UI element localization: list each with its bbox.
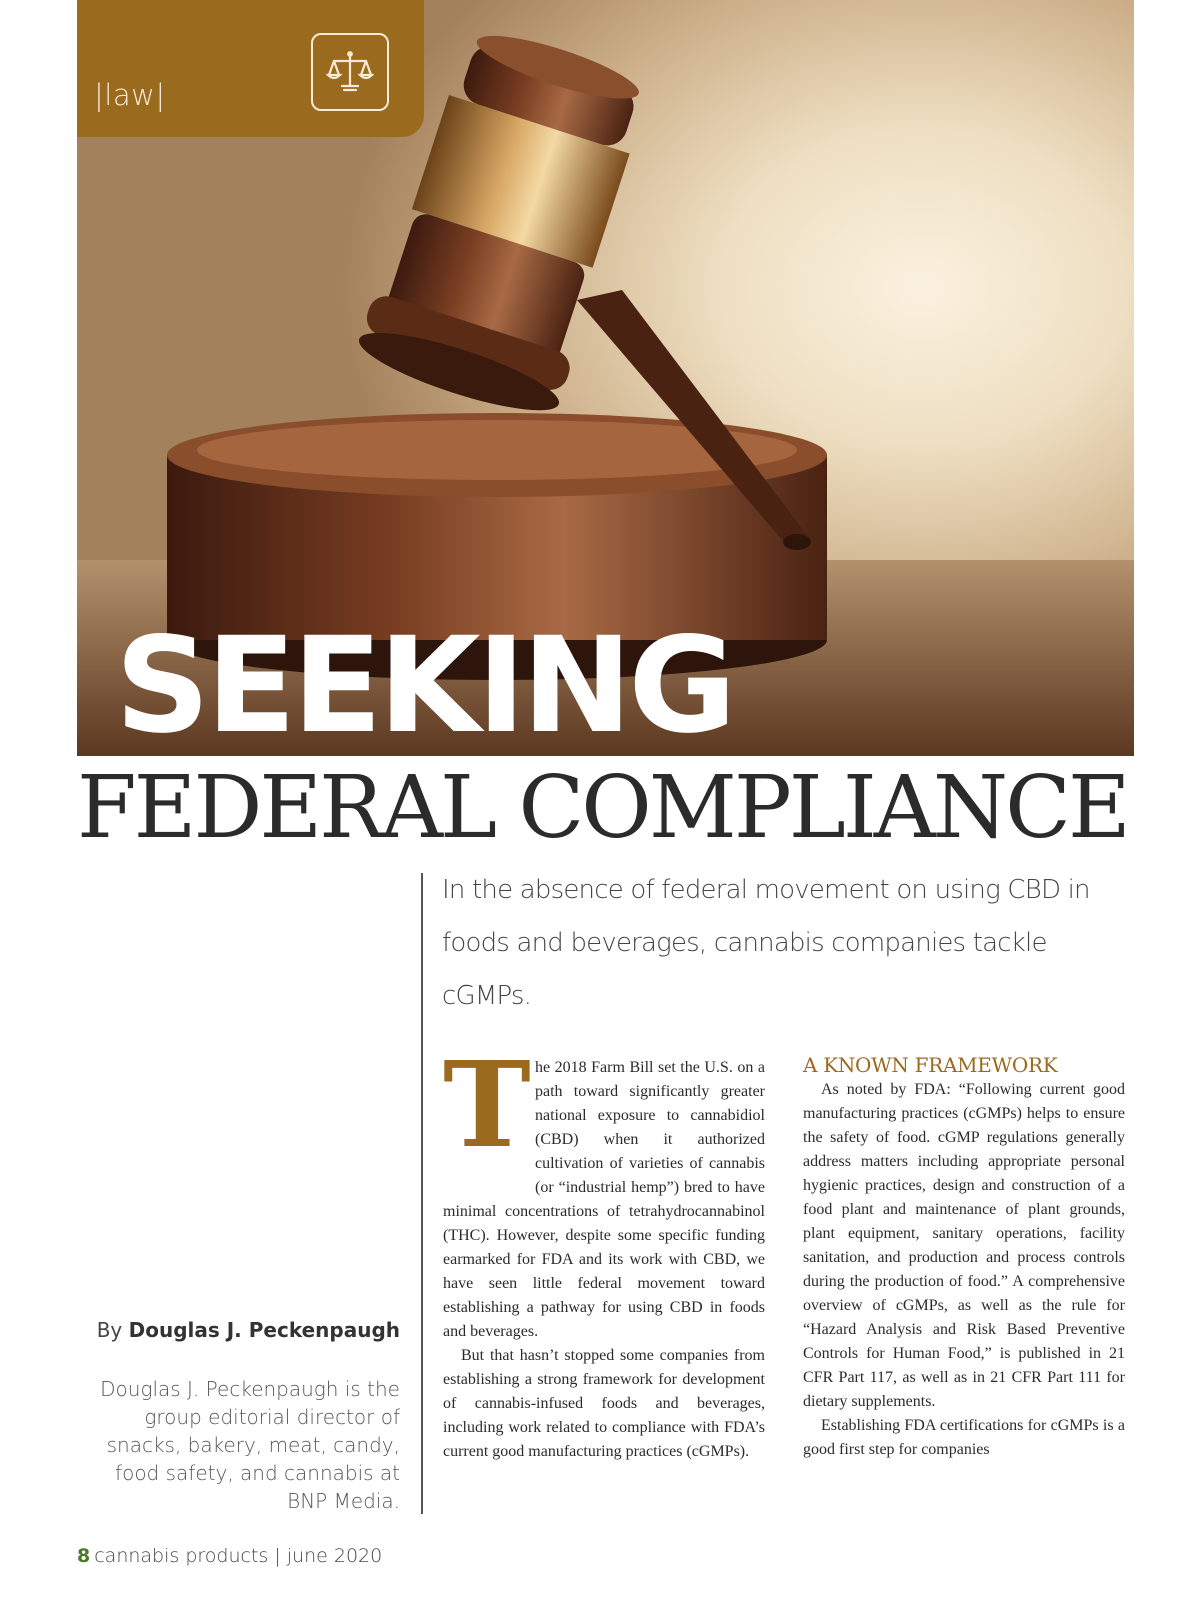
page-number: 8 — [77, 1545, 91, 1567]
scales-of-justice-icon — [311, 33, 389, 111]
byline-author: Douglas J. Peckenpaugh — [128, 1318, 400, 1342]
headline-line-1: SEEKING — [115, 609, 733, 763]
byline-prefix: By — [96, 1318, 123, 1342]
body-paragraph: Establishing FDA certifications for cGMPs is a good first step for companies — [803, 1417, 1125, 1458]
section-label: |law| — [94, 78, 166, 112]
body-paragraph: But that hasn’t stopped some companies from establishing a strong framework for development of cannabis-infused foods and beverages, including work related to compliance with FDA’s current good manufacturing practices (cGMPs). — [443, 1347, 765, 1460]
body-paragraph — [443, 1035, 765, 1344]
publication-info: cannabis products | june 2020 — [94, 1545, 383, 1567]
byline — [80, 1318, 400, 1342]
deck-subtitle: In the absence of federal movement on using CBD in foods and beverages, cannabis companies tackle cGMPs. — [442, 875, 1090, 1011]
paragraph-1-text: he 2018 Farm Bill set the U.S. on a path toward significantly greater national exposure to cannabidiol (CBD) when it authorized cultivation of varieties of cannabis (or “industrial hemp”) bred to have minimal concentrations of tetrahydrocannabinol (THC). However, despite some specific funding earmarked for FDA and its work with CBD, we have seen little federal movement toward establishing a pathway for using CBD in foods and beverages. — [443, 1059, 765, 1340]
page-footer — [77, 1545, 382, 1567]
column-divider — [421, 873, 423, 1514]
headline-line-2: FEDERAL COMPLIANCE — [77, 758, 1128, 858]
author-bio: Douglas J. Peckenpaugh is the group editorial director of snacks, bakery, meat, candy, food safety, and cannabis at BNP Media. — [100, 1377, 400, 1513]
body-column-1 — [443, 1035, 765, 1464]
body-column-2 — [803, 1053, 1125, 1462]
subhead: A KNOWN FRAMEWORK — [803, 1053, 1058, 1077]
body-paragraph: As noted by FDA: “Following current good manufacturing practices (cGMPs) helps to ensure the safety of food. cGMP regulations generally address matters including appropriate personal hygienic practices, design and construction of a food plant and maintenance of plant grounds, plant equipment, sanitary operations, facility sanitation, and production and process controls during the production of food.” A comprehensive overview of cGMPs, as well as the rule for “Hazard Analysis and Risk Based Preventive Controls for Human Food,” is published in 21 CFR Part 117, as well as in 21 CFR Part 111 for dietary supplements. — [803, 1081, 1125, 1410]
drop-cap: T — [443, 1035, 531, 1174]
